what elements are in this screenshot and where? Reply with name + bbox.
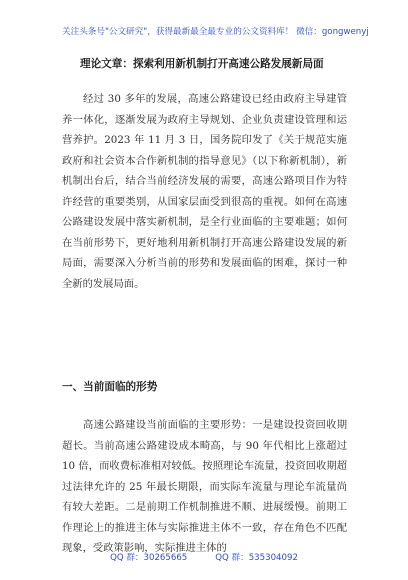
- body-paragraph-1: 经过 30 多年的发展，高速公路建设已经由政府主导建管养一体化，逐渐发展为政府主导规划、企业负责建设管理和运营养护。2023 年 11 月 3 日，国务院印发了《关于规范实施政府和社会资本合作新机制的指导意见》（以下称新机制），新机制出台后，结合当前经济发展的需要，高速公路项目作为特许经营的重要类别，从国家层面受到很高的重视。如何在高速公路建设发展中落实新机制，是全行业面临的主要难题；如何在当前形势下，更好地利用新机制打开高速公路建设发展的新局面，需要深入分析当前的形势和发展面临的困难，探讨一种全新的发展局面。: [62, 93, 347, 290]
- footer-qq-group-1: QQ 群：30265665: [110, 553, 188, 563]
- section-heading: 一、当前面临的形势: [62, 381, 158, 393]
- footer-qq-group-2: QQ 群：535304092: [215, 553, 298, 563]
- header-banner: 关注头条号"公文研究"，获得最新最全最专业的公文资料库！ 微信：gongwenyj: [62, 27, 369, 37]
- document-title: 理论文章：探索利用新机制打开高速公路发展新局面: [80, 58, 324, 70]
- footer: [0, 552, 408, 564]
- body-paragraph-2: 高速公路建设当前面临的主要形势：一是建设投资回收期超长。当前高速公路建设成本畸高，与 90 年代相比上涨超过 10 倍，而收费标准相对较低。按照理论车流量，投资回收期超过法律允许的 25 年最长期限，而实际车流量与理论车流量尚有较大差距。二是前期工作机制推进不顺、进展缓慢。前期工作理论上的推进主体与实际推进主体不一致，存在角色不匹配现象，受政策影响，实际推进主体的: [62, 419, 347, 554]
